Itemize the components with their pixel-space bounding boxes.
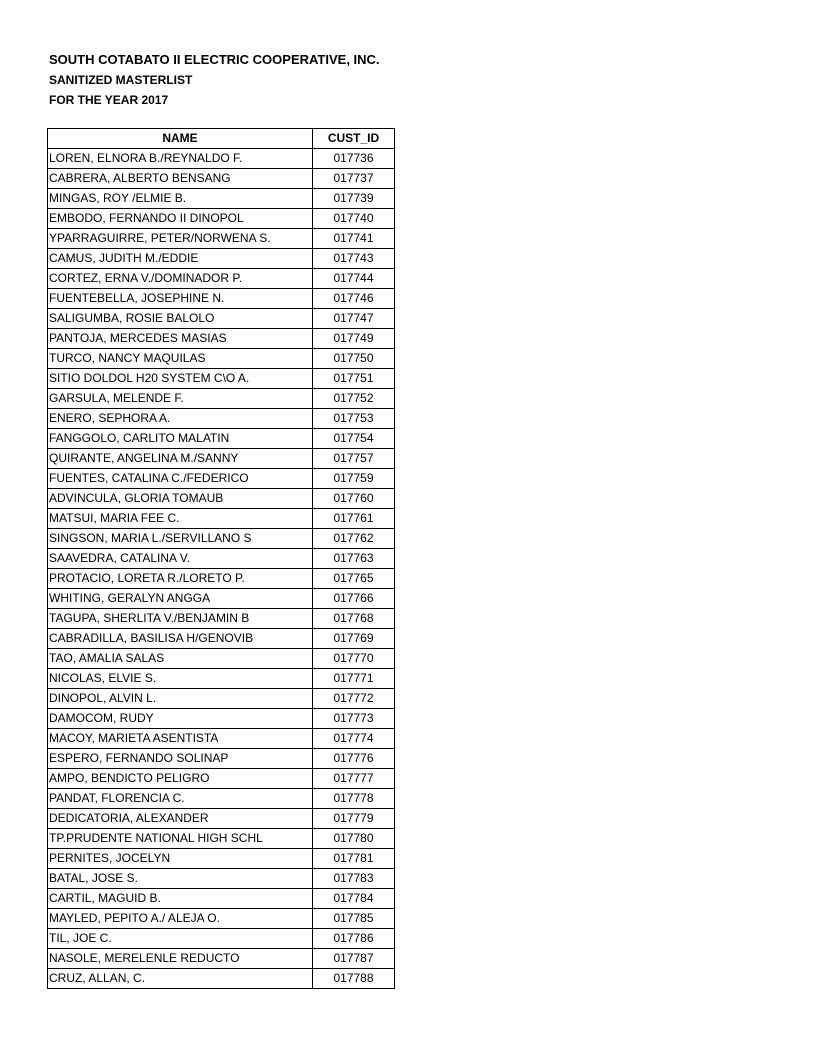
customer-id-cell: 017777 [313, 769, 395, 789]
customer-id-cell: 017771 [313, 669, 395, 689]
table-row [48, 689, 395, 709]
table-row [48, 869, 395, 889]
customer-name-cell: YPARRAGUIRRE, PETER/NORWENA S. [48, 229, 313, 249]
table-row [48, 629, 395, 649]
customer-id-cell: 017776 [313, 749, 395, 769]
customer-id-cell: 017751 [313, 369, 395, 389]
customer-name-cell: TAGUPA, SHERLITA V./BENJAMIN B [48, 609, 313, 629]
table-row [48, 609, 395, 629]
customer-id-cell: 017754 [313, 429, 395, 449]
table-row [48, 649, 395, 669]
table-row [48, 849, 395, 869]
table-row [48, 409, 395, 429]
table-row [48, 949, 395, 969]
customer-id-cell: 017768 [313, 609, 395, 629]
customer-name-cell: EMBODO, FERNANDO II DINOPOL [48, 209, 313, 229]
customer-id-cell: 017786 [313, 929, 395, 949]
customer-name-cell: CARTIL, MAGUID B. [48, 889, 313, 909]
masterlist-table [47, 128, 395, 989]
column-header-name: NAME [48, 129, 313, 149]
customer-id-cell: 017770 [313, 649, 395, 669]
customer-id-cell: 017769 [313, 629, 395, 649]
table-row [48, 149, 395, 169]
customer-name-cell: SINGSON, MARIA L./SERVILLANO S [48, 529, 313, 549]
table-row [48, 769, 395, 789]
customer-id-cell: 017743 [313, 249, 395, 269]
table-row [48, 889, 395, 909]
customer-name-cell: GARSULA, MELENDE F. [48, 389, 313, 409]
customer-name-cell: SITIO DOLDOL H20 SYSTEM C\O A. [48, 369, 313, 389]
table-row [48, 589, 395, 609]
table-header-row [48, 129, 395, 149]
customer-name-cell: SALIGUMBA, ROSIE BALOLO [48, 309, 313, 329]
table-row [48, 549, 395, 569]
customer-name-cell: LOREN, ELNORA B./REYNALDO F. [48, 149, 313, 169]
table-row [48, 669, 395, 689]
customer-id-cell: 017779 [313, 809, 395, 829]
table-row [48, 449, 395, 469]
table-row [48, 389, 395, 409]
table-row [48, 569, 395, 589]
table-row [48, 169, 395, 189]
customer-id-cell: 017737 [313, 169, 395, 189]
customer-name-cell: TAO, AMALIA SALAS [48, 649, 313, 669]
customer-name-cell: CRUZ, ALLAN, C. [48, 969, 313, 989]
table-row [48, 789, 395, 809]
customer-id-cell: 017753 [313, 409, 395, 429]
customer-id-cell: 017783 [313, 869, 395, 889]
customer-name-cell: ESPERO, FERNANDO SOLINAP [48, 749, 313, 769]
customer-name-cell: NICOLAS, ELVIE S. [48, 669, 313, 689]
customer-name-cell: BATAL, JOSE S. [48, 869, 313, 889]
customer-name-cell: DEDICATORIA, ALEXANDER [48, 809, 313, 829]
customer-id-cell: 017739 [313, 189, 395, 209]
customer-name-cell: MATSUI, MARIA FEE C. [48, 509, 313, 529]
customer-name-cell: QUIRANTE, ANGELINA M./SANNY [48, 449, 313, 469]
customer-id-cell: 017773 [313, 709, 395, 729]
table-row [48, 509, 395, 529]
table-row [48, 469, 395, 489]
table-row [48, 309, 395, 329]
table-row [48, 249, 395, 269]
table-row [48, 229, 395, 249]
customer-name-cell: AMPO, BENDICTO PELIGRO [48, 769, 313, 789]
customer-id-cell: 017787 [313, 949, 395, 969]
customer-id-cell: 017762 [313, 529, 395, 549]
customer-id-cell: 017774 [313, 729, 395, 749]
customer-name-cell: FANGGOLO, CARLITO MALATIN [48, 429, 313, 449]
customer-name-cell: CABRERA, ALBERTO BENSANG [48, 169, 313, 189]
customer-id-cell: 017749 [313, 329, 395, 349]
customer-name-cell: TIL, JOE C. [48, 929, 313, 949]
table-row [48, 349, 395, 369]
table-row [48, 909, 395, 929]
document-period: FOR THE YEAR 2017 [49, 93, 169, 107]
customer-name-cell: PROTACIO, LORETA R./LORETO P. [48, 569, 313, 589]
customer-name-cell: TURCO, NANCY MAQUILAS [48, 349, 313, 369]
customer-id-cell: 017741 [313, 229, 395, 249]
customer-id-cell: 017766 [313, 589, 395, 609]
table-body [48, 149, 395, 989]
table-row [48, 329, 395, 349]
customer-id-cell: 017759 [313, 469, 395, 489]
customer-id-cell: 017747 [313, 309, 395, 329]
customer-name-cell: WHITING, GERALYN ANGGA [48, 589, 313, 609]
table-row [48, 729, 395, 749]
customer-name-cell: MACOY, MARIETA ASENTISTA [48, 729, 313, 749]
table-row [48, 709, 395, 729]
customer-id-cell: 017781 [313, 849, 395, 869]
customer-name-cell: DAMOCOM, RUDY [48, 709, 313, 729]
customer-id-cell: 017780 [313, 829, 395, 849]
customer-id-cell: 017784 [313, 889, 395, 909]
table-row [48, 209, 395, 229]
table-row [48, 269, 395, 289]
customer-name-cell: MAYLED, PEPITO A./ ALEJA O. [48, 909, 313, 929]
customer-id-cell: 017788 [313, 969, 395, 989]
customer-name-cell: ADVINCULA, GLORIA TOMAUB [48, 489, 313, 509]
customer-id-cell: 017763 [313, 549, 395, 569]
customer-id-cell: 017765 [313, 569, 395, 589]
document-subtitle: SANITIZED MASTERLIST [49, 73, 193, 87]
customer-name-cell: ENERO, SEPHORA A. [48, 409, 313, 429]
organization-title: SOUTH COTABATO II ELECTRIC COOPERATIVE, INC. [49, 52, 380, 67]
table-row [48, 809, 395, 829]
customer-id-cell: 017785 [313, 909, 395, 929]
customer-name-cell: PERNITES, JOCELYN [48, 849, 313, 869]
customer-name-cell: MINGAS, ROY /ELMIE B. [48, 189, 313, 209]
customer-name-cell: NASOLE, MERELENLE REDUCTO [48, 949, 313, 969]
customer-id-cell: 017736 [313, 149, 395, 169]
customer-id-cell: 017772 [313, 689, 395, 709]
customer-id-cell: 017746 [313, 289, 395, 309]
table-row [48, 489, 395, 509]
customer-id-cell: 017760 [313, 489, 395, 509]
customer-id-cell: 017744 [313, 269, 395, 289]
customer-name-cell: CAMUS, JUDITH M./EDDIE [48, 249, 313, 269]
customer-id-cell: 017752 [313, 389, 395, 409]
customer-name-cell: FUENTES, CATALINA C./FEDERICO [48, 469, 313, 489]
customer-id-cell: 017740 [313, 209, 395, 229]
customer-name-cell: DINOPOL, ALVIN L. [48, 689, 313, 709]
customer-id-cell: 017778 [313, 789, 395, 809]
customer-name-cell: PANTOJA, MERCEDES MASIAS [48, 329, 313, 349]
customer-name-cell: FUENTEBELLA, JOSEPHINE N. [48, 289, 313, 309]
table-row [48, 369, 395, 389]
customer-name-cell: SAAVEDRA, CATALINA V. [48, 549, 313, 569]
column-header-cust-id: CUST_ID [313, 129, 395, 149]
customer-id-cell: 017757 [313, 449, 395, 469]
customer-name-cell: TP.PRUDENTE NATIONAL HIGH SCHL [48, 829, 313, 849]
customer-id-cell: 017750 [313, 349, 395, 369]
customer-name-cell: CABRADILLA, BASILISA H/GENOVIB [48, 629, 313, 649]
document-header [49, 50, 380, 110]
table-row [48, 969, 395, 989]
table-row [48, 189, 395, 209]
customer-id-cell: 017761 [313, 509, 395, 529]
table-row [48, 749, 395, 769]
customer-name-cell: CORTEZ, ERNA V./DOMINADOR P. [48, 269, 313, 289]
table-row [48, 529, 395, 549]
customer-name-cell: PANDAT, FLORENCIA C. [48, 789, 313, 809]
table-row [48, 429, 395, 449]
table-row [48, 829, 395, 849]
table-row [48, 289, 395, 309]
table-row [48, 929, 395, 949]
